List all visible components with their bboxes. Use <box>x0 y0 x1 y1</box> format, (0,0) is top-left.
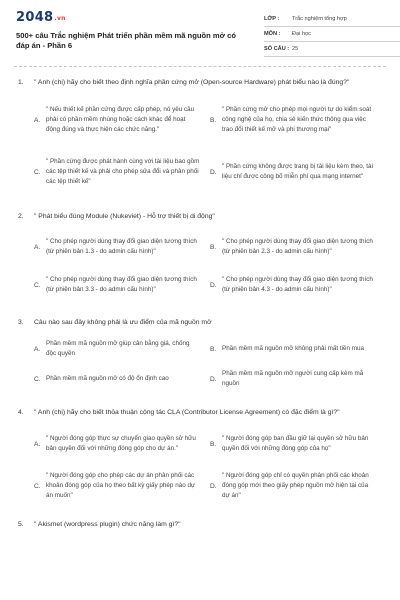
answer-options <box>34 424 386 508</box>
option-letter: C. <box>34 482 41 490</box>
question-item <box>14 408 386 508</box>
meta-value: 25 <box>292 46 299 52</box>
option-text: " Cho phép người dùng thay đổi giao diện tương thích (từ phiên bản 4.3 - do admin cấu hình)" <box>222 275 373 293</box>
option-text: " Cho phép người dùng thay đổi giao diện tương thích (từ phiên bản 1.3 - do admin cấu hình)" <box>46 237 197 255</box>
question-header <box>14 520 386 530</box>
option-letter: B. <box>210 440 217 448</box>
option-text: Phần mềm mã nguồn mở có độ ổn định cao <box>46 374 169 382</box>
meta-value: Đại học <box>292 31 311 37</box>
answer-option[interactable] <box>34 464 210 508</box>
option-letter: D. <box>210 168 217 176</box>
answer-option[interactable] <box>34 228 210 266</box>
question-text: " Akismet (wordpress plugin) chức năng làm gì?" <box>34 521 181 528</box>
question-number: 2. <box>18 213 24 220</box>
answer-option[interactable] <box>34 334 210 364</box>
option-letter: B. <box>210 345 217 353</box>
answer-option[interactable] <box>210 146 386 198</box>
answer-options <box>34 228 386 304</box>
answer-options <box>34 334 386 394</box>
answer-option[interactable] <box>34 266 210 304</box>
question-header <box>14 78 386 88</box>
option-letter: B. <box>210 243 217 251</box>
question-list <box>14 78 386 530</box>
option-text: " Phần cứng mở cho phép mọi người tự do kiểm soát công nghệ của họ, chia sẻ kiến thức thông qua việc trao đổi thiết kế mở và phi thương mại" <box>222 105 372 134</box>
question-text: Câu nào sau đây không phải là ưu điểm của mã nguồn mở <box>34 319 212 326</box>
answer-option[interactable] <box>210 228 386 266</box>
answer-option[interactable] <box>210 94 386 146</box>
question-text: " Anh (chị) hãy cho biết thỏa thuận cộng tác CLA (Contributor License Agreement) có đặc điểm là gì?" <box>34 409 340 416</box>
document-meta-table <box>264 12 400 57</box>
option-letter: A. <box>34 243 41 251</box>
meta-row-subject <box>264 27 400 42</box>
option-letter: C. <box>34 281 41 289</box>
question-number: 5. <box>18 521 24 528</box>
answer-option[interactable] <box>34 146 210 198</box>
answer-option[interactable] <box>34 94 210 146</box>
option-text: Phần mềm mã nguồn mở người cung cấp kèm mã nguồn <box>222 369 364 387</box>
answer-option[interactable] <box>210 464 386 508</box>
option-letter: D. <box>210 281 217 289</box>
answer-option[interactable] <box>210 334 386 364</box>
meta-row-question-count <box>264 42 400 57</box>
option-letter: B. <box>210 116 217 124</box>
option-text: " Người đóng góp chỉ có quyền phân phối các khoản đóng góp mới theo giấy phép nguồn mở hiện tại của dự án" <box>222 471 369 500</box>
option-letter: A. <box>34 116 41 124</box>
option-letter: C. <box>34 168 41 176</box>
option-text: " Người đóng góp cho phép các dự án phân phối các khoản đóng góp của họ theo bất kỳ giấy phép nào dự án muốn" <box>46 471 196 500</box>
meta-row-class <box>264 12 400 27</box>
question-item <box>14 520 386 530</box>
answer-option[interactable] <box>210 424 386 464</box>
meta-value: Trắc nghiệm tổng hợp <box>292 16 347 22</box>
meta-label: SỐ CÂU : <box>264 46 290 52</box>
question-number: 4. <box>18 409 24 416</box>
question-item <box>14 318 386 394</box>
meta-label: MÔN : <box>264 31 281 37</box>
option-letter: C. <box>34 375 41 383</box>
answer-option[interactable] <box>34 424 210 464</box>
meta-label: LỚP : <box>264 16 280 22</box>
header-divider <box>14 66 386 67</box>
question-header <box>14 212 386 222</box>
option-letter: D. <box>210 482 217 490</box>
option-text: " Phần cứng được phát hành cùng với tài liệu bao gồm các tệp thiết kế và phải cho phép sửa đổi và phân phối các tệp thiết kế" <box>46 157 200 186</box>
option-text: " Phần cứng không được trang bị tài liệu kèm theo, tài liệu chỉ được công bố miễn phí qua mạng internet" <box>222 162 373 180</box>
answer-option[interactable] <box>210 364 386 394</box>
answer-option[interactable] <box>210 266 386 304</box>
question-text: " Phát biểu đúng Module (Nukeviet) - Hỗ trợ thiết bị di động" <box>34 213 215 220</box>
option-text: " Cho phép người dùng thay đổi giao diện tương thích (từ phiên bản 2.3 - do admin cấu hình)" <box>222 237 373 255</box>
document-title: 500+ câu Trắc nghiệm Phát triển phần mềm mã nguồn mở có đáp án - Phần 6 <box>16 31 236 50</box>
option-text: Phần mềm mã nguồn mở không phải mất tiền mua <box>222 344 365 352</box>
option-letter: A. <box>34 440 41 448</box>
option-text: " Người đóng góp ban đầu giữ lại quyền sở hữu bản quyền đối với những đóng góp của họ" <box>222 434 369 452</box>
question-item <box>14 212 386 304</box>
site-logo[interactable]: 2048.vn <box>16 10 66 25</box>
option-text: " Nếu thiết kế phần cứng được cấp phép, nó yêu cầu phải có phần mềm nhúng hoặc cách khác để hoạt động đúng và thực hiện các chức năng." <box>46 105 195 134</box>
option-text: " Cho phép người dùng thay đổi giao diện tương thích (từ phiên bản 3.3 - do admin cấu hình)" <box>46 275 197 293</box>
option-letter: A. <box>34 345 41 353</box>
answer-option[interactable] <box>34 364 210 394</box>
page-header <box>14 0 386 70</box>
question-number: 1. <box>18 79 24 86</box>
question-header <box>14 408 386 418</box>
question-number: 3. <box>18 319 24 326</box>
option-letter: D. <box>210 375 217 383</box>
option-text: Phần mềm mã nguồn mở giúp cân bằng giá, chống độc quyền <box>46 339 190 357</box>
question-item <box>14 78 386 198</box>
question-header <box>14 318 386 328</box>
answer-options <box>34 94 386 198</box>
question-text: " Anh (chị) hãy cho biết theo định nghĩa phần cứng mở (Open-source Hardware) phát biểu nào là đúng?" <box>34 79 350 86</box>
option-text: " Người đóng góp thực sự chuyển giao quyền sở hữu bản quyền đối với những đóng góp cho dự án." <box>46 434 196 452</box>
